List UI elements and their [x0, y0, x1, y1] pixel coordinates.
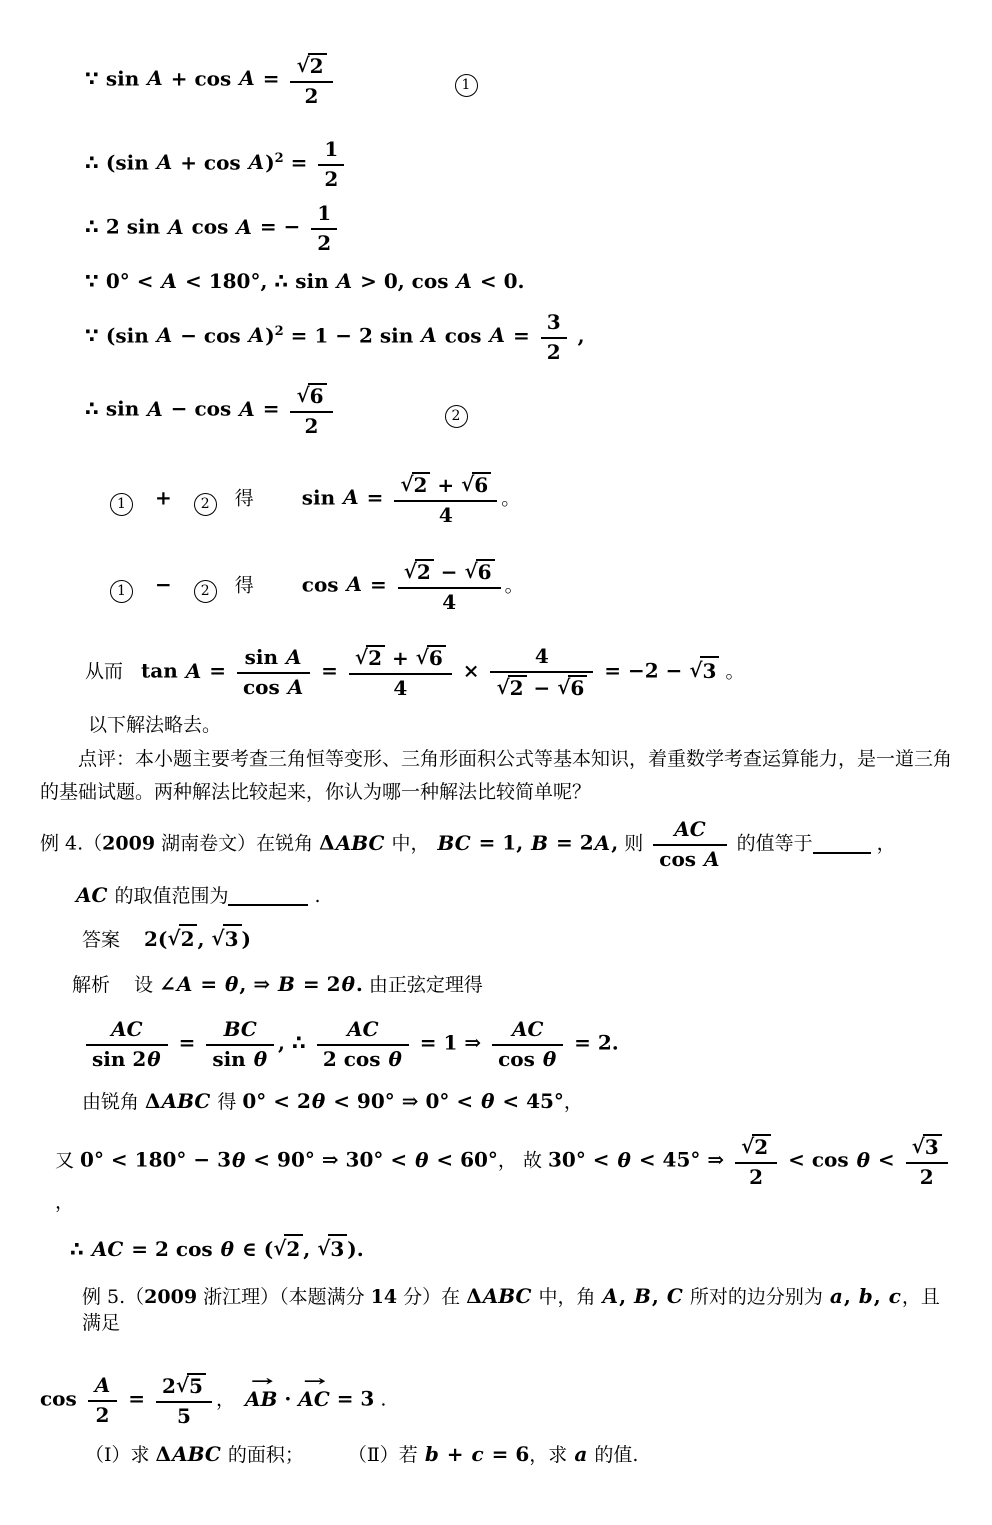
square-root: √6	[465, 559, 495, 584]
circled-number: 1	[110, 580, 133, 603]
circled-number: 2	[445, 405, 468, 428]
eq-square-diff: ∵ (sin A − cos A)$^2$ = 1 − 2 sin A cos A = $\frac{3}{2}$ ,	[85, 309, 585, 364]
vector-arrow-icon: →	[303, 1372, 327, 1391]
problem-5-questions: （Ⅰ）求 ΔABC 的面积； （Ⅱ）若 b + c = 6，求 a 的值.	[85, 1442, 639, 1467]
square-root: √3	[211, 924, 241, 953]
square-root: √5	[176, 1373, 206, 1398]
fraction: $\frac{√6}{2}$	[290, 382, 332, 439]
eq-square-sum: ∴ (sin A + cos A)$^2$ = $\frac{1}{2}$	[40, 137, 952, 192]
eq-tan-result: 从而 tan A = $\frac{\text{sin A}}{\text{cos A}}$ = $\frac{√2 + √6}{4}$ × $\frac{4}{√2 - √6}$ = −2 − √3 。	[85, 644, 745, 701]
eq-sine-rule: $\frac{AC}{\sin 2\theta}$ = $\frac{BC}{\text{sin θ}}$ , ∴ $\frac{AC}{\text{2 cos θ}}$ = 1 ⇒ $\frac{AC}{\text{cos θ}}$ = 2.	[40, 1017, 952, 1072]
vector-arrow-icon: →	[250, 1372, 274, 1391]
fraction: $\frac{AC}{\sin 2\theta}$	[86, 1017, 168, 1072]
eq-cos-half-vectors: cos $\frac{A}{2}$ = $\frac{2√5}{5}$ ， → AB · → AC = 3 .	[40, 1372, 387, 1429]
square-root: √2	[296, 53, 326, 78]
answer-blank	[813, 832, 871, 854]
fraction: $\frac{3}{2}$	[541, 310, 567, 365]
para-comment: 点评：本小题主要考查三角恒等变形、三角形面积公式等基本知识，着重数学考查运算能力，是一道三角的基础试题。两种解法比较起来，你认为哪一种解法比较简单呢？	[40, 747, 953, 804]
fraction: $\frac{\text{sin A}}{\text{cos A}}$	[237, 645, 310, 700]
square-root: √3	[912, 1134, 942, 1159]
document-lines	[40, 52, 952, 1469]
fraction: $\frac{2√5}{5}$	[156, 1372, 212, 1429]
square-root: √3	[689, 656, 719, 685]
eq-sub-circles-cos: 1 − 2 得 cos A = $\frac{√2 - √6}{4}$ 。	[40, 558, 952, 615]
problem-4-statement: 例 4.（2009 湖南卷文）在锐角 ΔABC 中， BC = 1, B = 2A, 则 $\frac{AC}{\text{cos A}}$ 的值等于 ，	[40, 817, 896, 872]
analysis-line: 解析 设 ∠A = θ, ⇒ B = 2θ. 由正弦定理得	[72, 972, 483, 997]
circled-number: 1	[455, 74, 478, 97]
fraction: $\frac{√2 + √6}{4}$	[394, 471, 497, 528]
square-root: √3	[317, 1234, 347, 1263]
square-root: √2	[400, 472, 430, 497]
vector-with-arrow: → AC	[298, 1386, 329, 1414]
square-root: √2	[355, 645, 385, 670]
circled-number: 1	[110, 493, 133, 516]
problem-4-range: AC 的取值范围为 .	[76, 882, 321, 907]
answer-blank	[228, 884, 308, 906]
square-root: √2	[273, 1234, 303, 1263]
fraction: $\frac{AC}{\text{cos θ}}$	[492, 1017, 563, 1072]
answer-line: 答案 2(√2 , √3 )	[82, 925, 251, 951]
eq-sin-minus-cos: ∴ sin A − cos A = $\frac{√6}{2}$ 2	[40, 382, 952, 439]
eq-add-circles-sin: 1 + 2 得 sin A = $\frac{√2 + √6}{4}$ 。	[40, 471, 952, 528]
ineq-angle-range: ∵ 0° < A < 180°, ∴ sin A > 0, cos A < 0.	[85, 269, 525, 294]
square-root: √2	[167, 924, 197, 953]
fraction: $\frac{√2}{2}$	[290, 52, 332, 109]
vector-with-arrow: → AB	[245, 1386, 277, 1414]
square-root: √2	[404, 559, 434, 584]
fraction: $\frac{1}{2}$	[311, 201, 337, 256]
fraction: $\frac{1}{2}$	[318, 137, 344, 192]
problem-5-statement: 例 5.（2009 浙江理）（本题满分 14 分）在 ΔABC 中，角 A, B, C 所对的边分别为 a, b, c，且满足	[82, 1284, 940, 1334]
ineq-acute-1: 由锐角 ΔABC 得 0° < 2θ < 90° ⇒ 0° < θ < 45°，	[82, 1088, 583, 1113]
square-root: √2	[496, 675, 526, 700]
fraction: $\frac{AC}{\text{cos A}}$	[653, 817, 726, 872]
fraction: $\frac{A}{2}$	[88, 1373, 118, 1428]
fraction: $\frac{√2 - √6}{4}$	[398, 558, 501, 615]
square-root: √6	[557, 675, 587, 700]
square-root: √6	[416, 645, 446, 670]
fraction: $\frac{√2}{2}$	[735, 1133, 777, 1190]
circled-number: 2	[194, 493, 217, 516]
note-solution-omitted: 以下解法略去。	[88, 714, 222, 737]
square-root: √2	[741, 1134, 771, 1159]
square-root: √6	[461, 472, 491, 497]
eq-sin-plus-cos: ∵ sin A + cos A = $\frac{√2}{2}$ 1	[40, 52, 952, 109]
fraction: $\frac{√3}{2}$	[906, 1133, 948, 1190]
eq-ac-conclusion: ∴ AC = 2 cos θ ∈ (√2 , √3 ).	[70, 1235, 364, 1261]
fraction: $\frac{AC}{\text{2 cos θ}}$	[317, 1017, 409, 1072]
circled-number: 2	[194, 580, 217, 603]
fraction: $\frac{√2 + √6}{4}$	[349, 644, 452, 701]
fraction: $\frac{BC}{\text{sin θ}}$	[206, 1017, 274, 1072]
fraction: $\frac{4}{√2 - √6}$	[490, 644, 593, 701]
eq-2sincos: ∴ 2 sin A cos A = − $\frac{1}{2}$	[40, 201, 952, 256]
square-root: √6	[296, 383, 326, 408]
ineq-acute-2: 又 0° < 180° − 3θ < 90° ⇒ 30° < θ < 60°， 故 30° < θ < 45° ⇒ $\frac{√2}{2}$ < cos θ < $\frac{√3}{2}$ ，	[40, 1133, 952, 1215]
